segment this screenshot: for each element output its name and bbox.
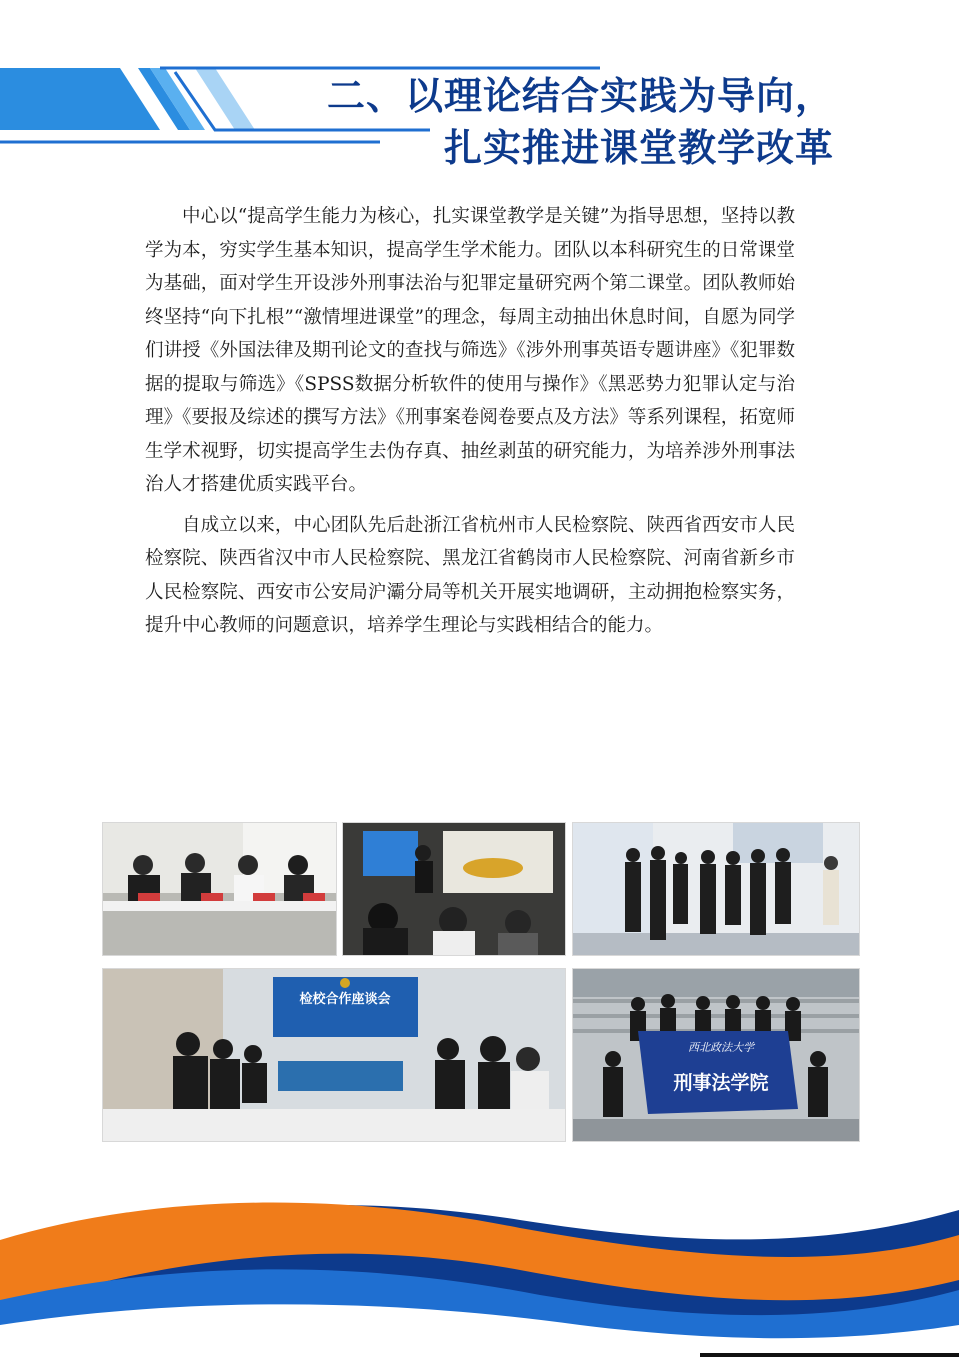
body-text [145, 200, 795, 650]
photo-group-banner [572, 968, 860, 1142]
footer-wave-decoration [0, 1150, 959, 1357]
photo-visit-group [572, 822, 860, 956]
title-line-2: 扎实推进课堂教学改革 [443, 126, 834, 170]
photo-classroom-meeting [102, 822, 337, 956]
title-line-1: 二、以理论结合实践为导向， [326, 74, 834, 118]
section-title [327, 70, 834, 174]
photo-lecture [342, 822, 566, 956]
paragraph: 自成立以来，中心团队先后赴浙江省杭州市人民检察院、陕西省西安市人民检察院、陕西省汉中市人民检察院、黑龙江省鹤岗市人民检察院、河南省新乡市人民检察院、西安市公安局沪灞分局等机关开展实地调研，主动拥抱检察实务，提升中心教师的问题意识，培养学生理论与实践相结合的能力。 [145, 514, 795, 636]
banner-university: 西北政法大学 [688, 1041, 754, 1054]
meeting-screen-text: 检校合作座谈会 [299, 992, 391, 1007]
banner-school: 刑事法学院 [673, 1072, 769, 1094]
photo-conference [102, 968, 566, 1142]
paragraph: 中心以“提高学生能力为核心，扎实课堂教学是关键”为指导思想，坚持以教学为本，穷实学生基本知识，提高学生学术能力。团队以本科研究生的日常课堂为基础，面对学生开设涉外刑事法治与犯罪定量研究两个第二课堂。团队教师始终坚持“向下扎根”“激情埋进课堂”的理念，每周主动抽出休息时间，自愿为同学们讲授《外国法律及期刊论文的查找与筛选》《涉外刑事英语专题讲座》《犯罪数据的提取与筛选》《SPSS数据分析软件的使用与操作》《黑恶势力犯罪认定与治理》《要报及综述的撰写方法》《刑事案卷阅卷要点及方法》等系列课程，拓宽师生学术视野，切实提高学生去伪存真、抽丝剥茧的研究能力，为培养涉外刑事法治人才搭建优质实践平台。 [145, 206, 795, 495]
